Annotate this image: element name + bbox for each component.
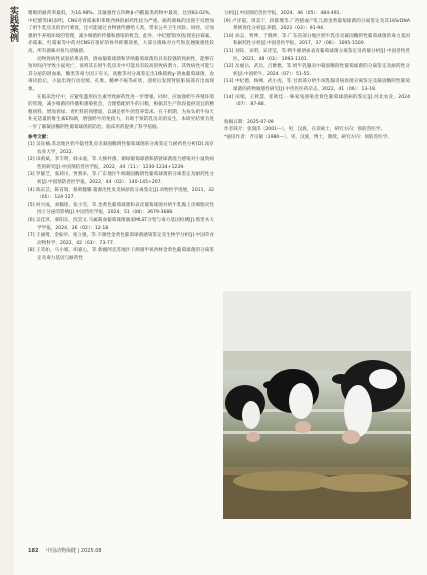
right-column — [224, 10, 410, 142]
body-paragraph: 动物致病性试验结果表明，溶血葡萄球菌和华纳葡萄球菌均具有较强的致病性，能够在短时间内导致小鼠死亡，说明其在奶牛乳房炎中可能具有较高的致病潜力。其致病性可能与其分泌的溶血素、酶类等毒力因子有关。高雅等对分离鉴定出1株猪源ɣ-溶血葡萄球菌，攻毒试验后，小鼠出现行动迟缓、扎堆、精神不振等症状，剖检后发现肾脏脏质部有出血现象。 — [28, 56, 214, 92]
reference-item: [2] 田莉斌，李丰明，韩永嘉，等.大肠杆菌、铜绿葡萄球菌和猪链球菌混合感染对小鼠致病性的研究[J].中国预防兽医学报，2022，44（11）：1230-1234+1239. — [28, 157, 214, 170]
reference-item: [4] 陈东芸，陈省瑞，蔡莉健璐.猪源出性皮炎病原的分离鉴定[J].动物医学进展，2011，32（05）：124-127. — [28, 187, 214, 201]
corresponding-author: *通讯作者：齐宗敏（1980—），男，汉族，博士，教授，研究方向：预防兽医学。 — [224, 134, 392, 140]
reference-item: [13] 中纪德，杨峰，武小虎，等.甘肃部分奶牛场乳腺炎病原菌分离鉴定及凝固酶阴性葡萄球菌的药物敏感性研究[J].中兽医医药杂志，2022，41（06）：13-18. — [224, 79, 410, 92]
section-label: 实践案例 — [8, 6, 18, 42]
reference-item: [11] 刘钰，宋明，宋诗莹，等.鸭牛源溶血表皮葡萄球菌分离鉴定及药敏分析[J].中国兽牧兽医，2021，48（03）：1093-1101. — [224, 48, 410, 62]
cows-photo — [223, 291, 411, 519]
reference-item: [10] 孙志，贾坤，于晓坤，等.广东省部分地区奶牛乳房炎凝固酶阴性葡萄球菌的毒力基因和耐药性分析[J].中国兽医学报，2017，37（08）：1695-1500. — [224, 33, 410, 47]
reference-item: [7] 王丽琦，金振亭，张立强，等.不源性金黄色葡萄球菌感染鉴定及生物学分析[J].中国草食动物科学，2022，42（03）：73-77. — [28, 233, 214, 246]
section-sidebar — [0, 0, 14, 575]
page-number: 182 — [28, 548, 39, 554]
reference-item: [6] 吴佳淳，蒙阳东，沈昊文.马属凝血葡萄球菌肠道MLST分型与毒力基因检测[J].塔里木大学学报，2024，36（02）：12-18. — [28, 218, 214, 231]
reference-item: [8] 王笑如，马小娟，胡嘉心，等.新疆阿克苏地区干源腐甲氧西林金黄色葡萄球菌的分离鉴定及毒力基因与耐药性 — [28, 248, 214, 261]
page-footer — [28, 547, 102, 554]
reference-item: [9] 卢洋霞，周美宁，段群瑾等.广西猪或产肛儿源金黄葡萄球菌的分离鉴定及其16SrDNA系统进化分析[J].养猪，2021（03）：91-94. — [224, 18, 410, 32]
reference-item: [14] 田娟，王秋慧，崔秋佳.一株家兔感染金黄色葡萄球菌病的鉴定[J].河北农业，2024（07）：87-88. — [224, 94, 410, 108]
author-info: 作者简介：张润泽（2001—），男，汉族，在读硕士，研究方向：预防兽医学。 — [224, 127, 385, 133]
reference-item: 分析[J].中国预防兽医学报，2024，46（05）：484-491. — [224, 11, 342, 16]
reference-item: [3] 罗静芝，张莉川，贾燕来，等.广东地区牛源凝固酶阴性葡萄球菌的分离鉴定及耐药性分析[J].中国预防兽医学报，2022，44（02）：140-145+207. — [28, 172, 214, 186]
left-column — [28, 10, 214, 263]
reference-item: [5] 何兴成，刘佩瑶，张小雪，等.金黄色葡萄球菌和表皮葡萄球菌对奶牛乳腺上皮细胞炎性因子分泌的影响[J].中国兽医学报，2024，51（08）：3679-3688. — [28, 202, 214, 216]
received-date: 收稿日期：2025-07-09 — [224, 119, 274, 125]
references-title: 参考文献： — [28, 134, 51, 140]
reference-item: [12] 岳丽岳，武岳，吕雅雅，等.奶牛乳腺炎中凝固酶阴性葡萄球菌的分离鉴定及耐药性分析[J].中国奶牛，2024（07）：51-55. — [224, 64, 410, 77]
body-paragraph: 嗜吡的耐药率最低，为16.98%。其敏感性在四种β-内酰胺类药物中最高，达到83.02%。中纪德等[8]表明，CNS对青霉素和苯唑西林的耐药性较为严重，耐药菌株的出现不仅增加了奶牛乳房炎的治疗难度，还可能通过食物链传播给人类，带来公共卫生风险。同时，应加强奶牛养殖环境的管理，减少细菌的传播和感染的机会。此外，中纪德等[9]发现克拉霉素、赤霉素、红霉素等中药对CNS有很好的体外抑制效果，大部分菌株对白芍和连翘敏感性较高，所有菌株对鱼鸟清敏感。 — [28, 11, 214, 54]
cows-illustration — [223, 291, 411, 519]
body-paragraph: 在临床治疗中，应避免滥用抗生素导致耐药性进一步增强。同时，应加强奶牛养殖环境的管理，减少细菌的传播和感染机会，合理搭配奶牛的日粮，根据其生产阶段提供适宜的精粗饲料，增加青绿、青贮料的饲喂量，以满足奶牛的营养需求。在干奶期，为每头奶牛每天补充适量的维生素E和硒，增强奶牛的免疫力，有助于预防乳房炎的发生。本研究结果为进一步了解凝固酶阴性葡萄球菌的防治、临床用药提供了科学依据。 — [28, 94, 214, 130]
journal-name: 中国动物保健 | 2025.08 — [46, 548, 102, 554]
reference-item: [1] 吴钰楠.苏北地区奶牛隐性乳房炎凝固酶阴性葡萄球菌的分离鉴定与耐药性分析[D].南京农业大学，2022. — [28, 142, 214, 155]
